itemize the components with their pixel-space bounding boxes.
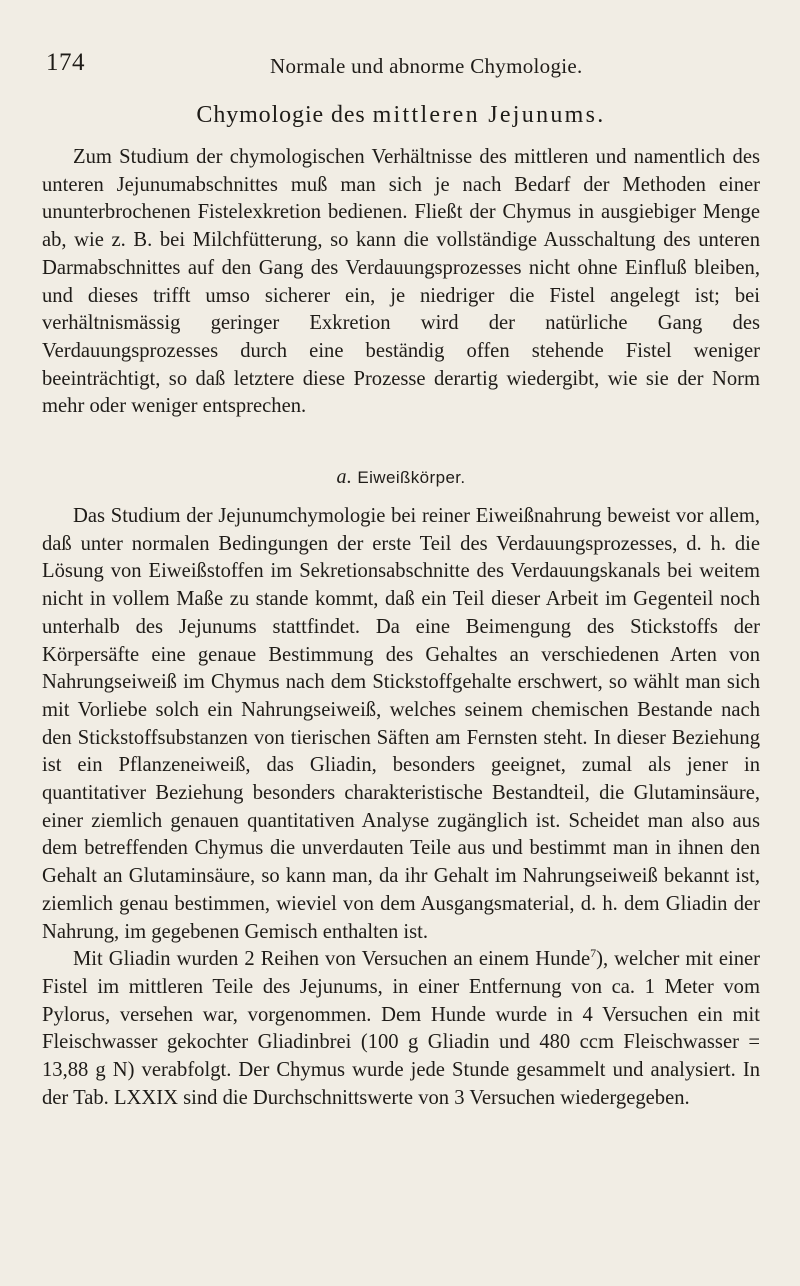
- paragraph-2-before-note: Mit Gliadin wurden 2 Reihen von Versuchen an einem Hunde: [73, 948, 591, 971]
- running-head: Normale und abnorme Chymologie.: [270, 54, 583, 78]
- page-header: [42, 48, 760, 82]
- chapter-title-prefix: Chymologie des: [196, 102, 366, 128]
- section-letter: a.: [336, 466, 353, 489]
- paragraph-2-after-note: ), welcher mit einer Fistel im mittleren Teile des Jejunums, in einer Entfernung von ca. 1 Meter vom Pylorus, versehen war, vorgenommen. Dem Hunde wurde in 4 Versuchen ein mit Fleischwasser gekochter Gliadinbrei (100 g Gliadin und 480 ccm Fleischwasser = 13,88 g N) verabfolgt. Der Chymus wurde jede Stunde gesammelt und analysiert. In der Tab. LXXIX sind die Durchschnittswerte von 3 Versuchen wiedergegeben.: [42, 948, 761, 1109]
- chapter-title: [42, 100, 760, 131]
- section-heading: [42, 465, 760, 490]
- section-title: Eiweißkörper.: [357, 468, 466, 488]
- footnote-reference: 7: [590, 946, 597, 961]
- intro-paragraph: Zum Studium der chymologischen Verhältnisse des mittleren und namentlich des unteren Jejunumabschnittes muß man sich je nach Bedarf der Methoden einer ununterbrochenen Fistelexkretion bedienen. Fließt der Chymus in ausgiebiger Menge ab, wie z. B. bei Milchfütterung, so kann die vollständige Ausschaltung des unteren Darmabschnittes auf den Gang des Verdauungsprozesses nicht ohne Einfluß bleiben, und dieses trifft umso sicherer ein, je niedriger die Fistel angelegt ist; bei verhältnismässig geringer Exkretion wird der natürliche Gang des Verdauungsprozesses durch eine beständig offen stehende Fistel weniger beeinträchtigt, so daß letztere diese Prozesse derartig wiedergibt, wie sie der Norm mehr oder weniger entsprechen.: [42, 146, 760, 418]
- page-number: 174: [46, 49, 85, 76]
- chapter-title-spaced: mittleren Jejunums.: [372, 102, 606, 128]
- section-paragraph-2: [42, 946, 760, 1112]
- section-paragraph-1: Das Studium der Jejunumchymologie bei reiner Eiweißnahrung beweist vor allem, daß unter normalen Bedingungen der erste Teil des Verdauungsprozesses, d. h. die Lösung von Eiweißstoffen im Sekretionsabschnitte des Verdauungskanals bei weitem nicht in vollem Maße zu stande kommt, daß ein Teil dieser Arbeit im Gegenteil noch unterhalb des Jejunums stattfindet. Da eine Beimengung des Stickstoffs der Körpersäfte eine genaue Bestimmung des Gehaltes an verschiedenen Arten von Nahrungseiweiß im Chymus nach dem Stickstoffgehalte erschwert, so wählt man sich mit Vorliebe solch ein Nahrungseiweiß, welches seinem chemischen Bestande nach den Stickstoffsubstanzen von tierischen Säften am Fernsten steht. In dieser Beziehung ist ein Pflanzeneiweiß, das Gliadin, besonders geeignet, zumal als jener in quantitativer Beziehung besonders charakteristische Bestandteil, die Glutaminsäure, einer ziemlich genauen quantitativen Analyse zugänglich ist. Scheidet man also aus dem betreffenden Chymus die unverdauten Teile aus und bestimmt man in ihnen den Gehalt an Glutaminsäure, so kann man, da ihr Gehalt im Nahrungseiweiß bekannt ist, ziemlich genau bestimmen, wieviel von dem Ausgangsmaterial, d. h. dem Gliadin der Nahrung, im gegebenen Gemisch enthalten ist.: [42, 505, 760, 943]
